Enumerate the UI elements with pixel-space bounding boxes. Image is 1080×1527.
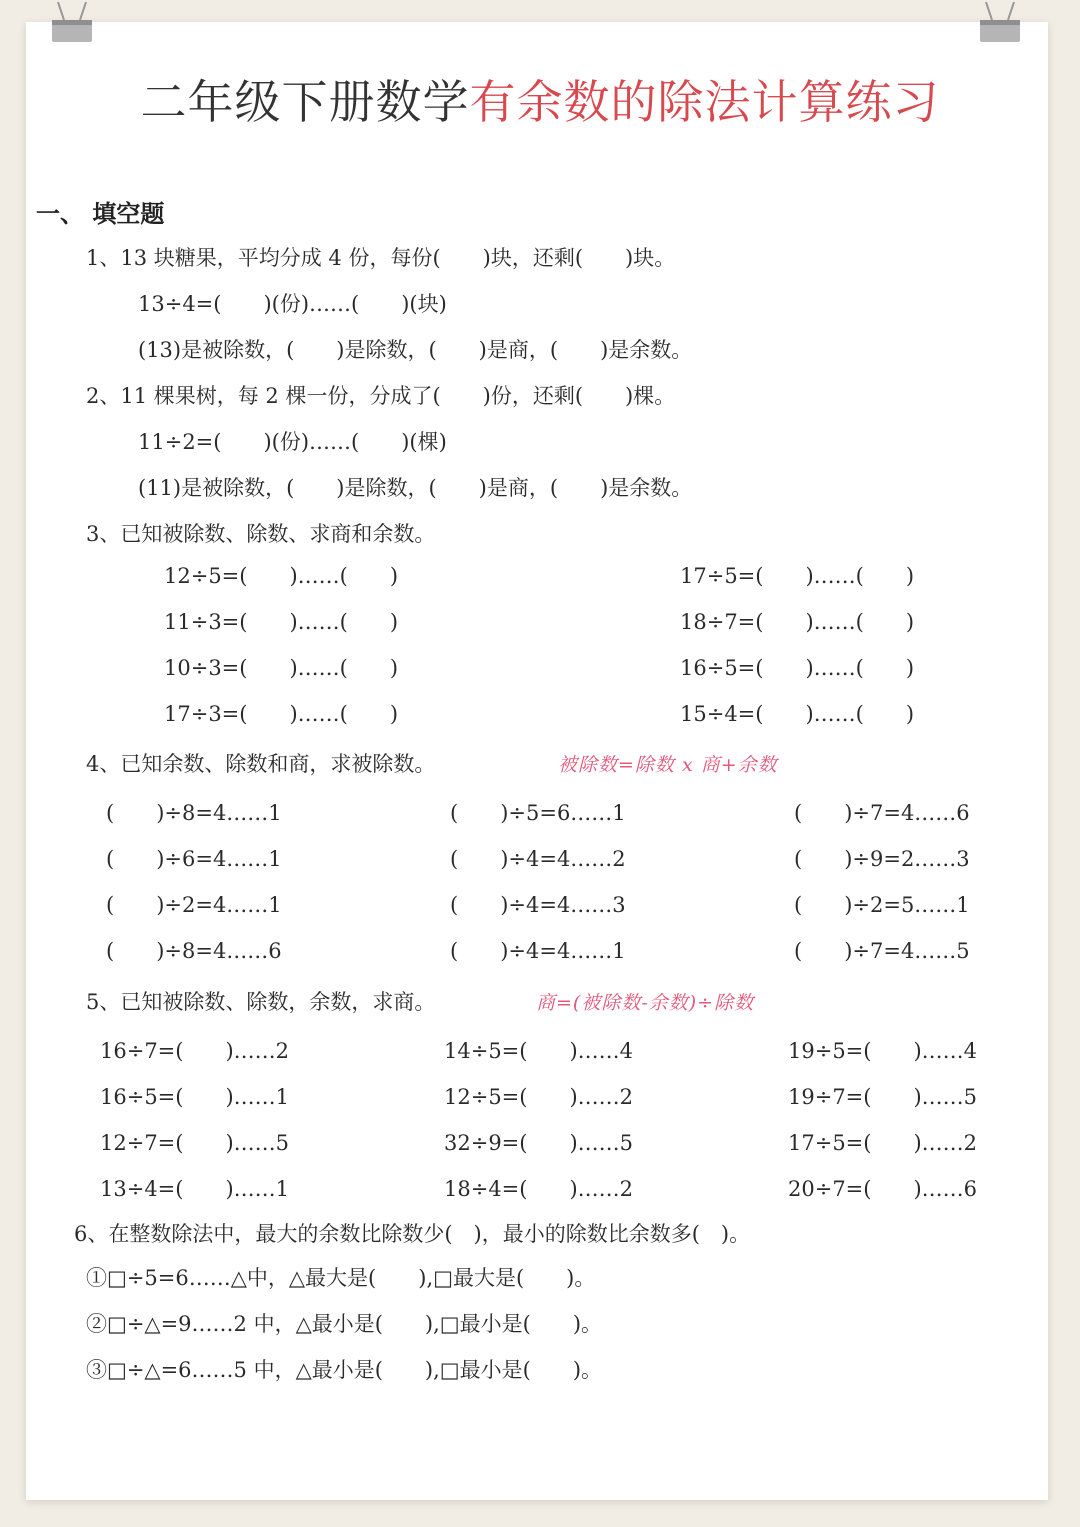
q3-item: 16÷5=( )……( ) [680, 656, 915, 680]
q3-item: 10÷3=( )……( ) [164, 656, 399, 680]
q5-formula-hint: 商=(被除数-余数)÷除数 [536, 992, 755, 1014]
q6-item: ③□÷△=6……5 中，△最小是( ),□最小是( )。 [86, 1358, 603, 1382]
q4-item: ( )÷2=4……1 [106, 893, 282, 917]
q4-formula-hint: 被除数=除数 x 商+余数 [558, 754, 778, 776]
q1-line3: (13)是被除数，( )是除数，( )是商，( )是余数。 [138, 338, 693, 362]
q3-heading: 3、已知被除数、除数、求商和余数。 [86, 522, 436, 546]
q4-item: ( )÷5=6……1 [450, 801, 626, 825]
q4-item: ( )÷9=2……3 [794, 847, 970, 871]
binder-clip-icon [978, 2, 1022, 44]
q5-item: 17÷5=( )……2 [788, 1131, 978, 1155]
q3-item: 12÷5=( )……( ) [164, 564, 399, 588]
q4-item: ( )÷6=4……1 [106, 847, 282, 871]
q2-line2: 11÷2=( )(份)……( )(棵) [138, 430, 447, 454]
q2-line1: 2、11 棵果树，每 2 棵一份，分成了( )份，还剩( )棵。 [86, 384, 676, 408]
binder-clip-icon [50, 2, 94, 44]
q5-item: 12÷5=( )……2 [444, 1085, 634, 1109]
q1-line1: 1、13 块糖果，平均分成 4 份，每份( )块，还剩( )块。 [86, 246, 676, 270]
q4-item: ( )÷7=4……5 [794, 939, 970, 963]
q3-item: 17÷3=( )……( ) [164, 702, 399, 726]
section-heading: 一、 填空题 [36, 200, 165, 228]
q3-item: 18÷7=( )……( ) [680, 610, 915, 634]
q6-item: ①□÷5=6……△中，△最大是( ),□最大是( )。 [86, 1266, 596, 1290]
q5-item: 16÷7=( )……2 [100, 1039, 290, 1063]
q4-item: ( )÷4=4……2 [450, 847, 626, 871]
q4-heading: 4、已知余数、除数和商，求被除数。 [86, 752, 436, 776]
q4-item: ( )÷8=4……6 [106, 939, 282, 963]
q5-item: 12÷7=( )……5 [100, 1131, 290, 1155]
q5-item: 19÷7=( )……5 [788, 1085, 978, 1109]
q4-item: ( )÷2=5……1 [794, 893, 970, 917]
q5-item: 13÷4=( )……1 [100, 1177, 290, 1201]
q3-item: 11÷3=( )……( ) [164, 610, 399, 634]
q4-item: ( )÷4=4……1 [450, 939, 626, 963]
title-part2: 有余数的除法计算练习 [469, 75, 940, 129]
q5-item: 20÷7=( )……6 [788, 1177, 978, 1201]
q4-item: ( )÷7=4……6 [794, 801, 970, 825]
q5-item: 32÷9=( )……5 [444, 1131, 634, 1155]
q6-item: ②□÷△=9……2 中，△最小是( ),□最小是( )。 [86, 1312, 603, 1336]
q2-line3: (11)是被除数，( )是除数，( )是商，( )是余数。 [138, 476, 693, 500]
q5-item: 14÷5=( )……4 [444, 1039, 634, 1063]
q3-item: 15÷4=( )……( ) [680, 702, 915, 726]
q4-item: ( )÷4=4……3 [450, 893, 626, 917]
q5-item: 16÷5=( )……1 [100, 1085, 290, 1109]
q5-item: 19÷5=( )……4 [788, 1039, 978, 1063]
page-title [0, 66, 1080, 132]
q5-heading: 5、已知被除数、除数，余数，求商。 [86, 990, 436, 1014]
q1-line2: 13÷4=( )(份)……( )(块) [138, 292, 447, 316]
q5-item: 18÷4=( )……2 [444, 1177, 634, 1201]
q6-heading: 6、在整数除法中，最大的余数比除数少( )，最小的除数比余数多( )。 [74, 1222, 751, 1246]
q4-item: ( )÷8=4……1 [106, 801, 282, 825]
title-part1: 二年级下册数学 [140, 75, 470, 129]
q3-item: 17÷5=( )……( ) [680, 564, 915, 588]
